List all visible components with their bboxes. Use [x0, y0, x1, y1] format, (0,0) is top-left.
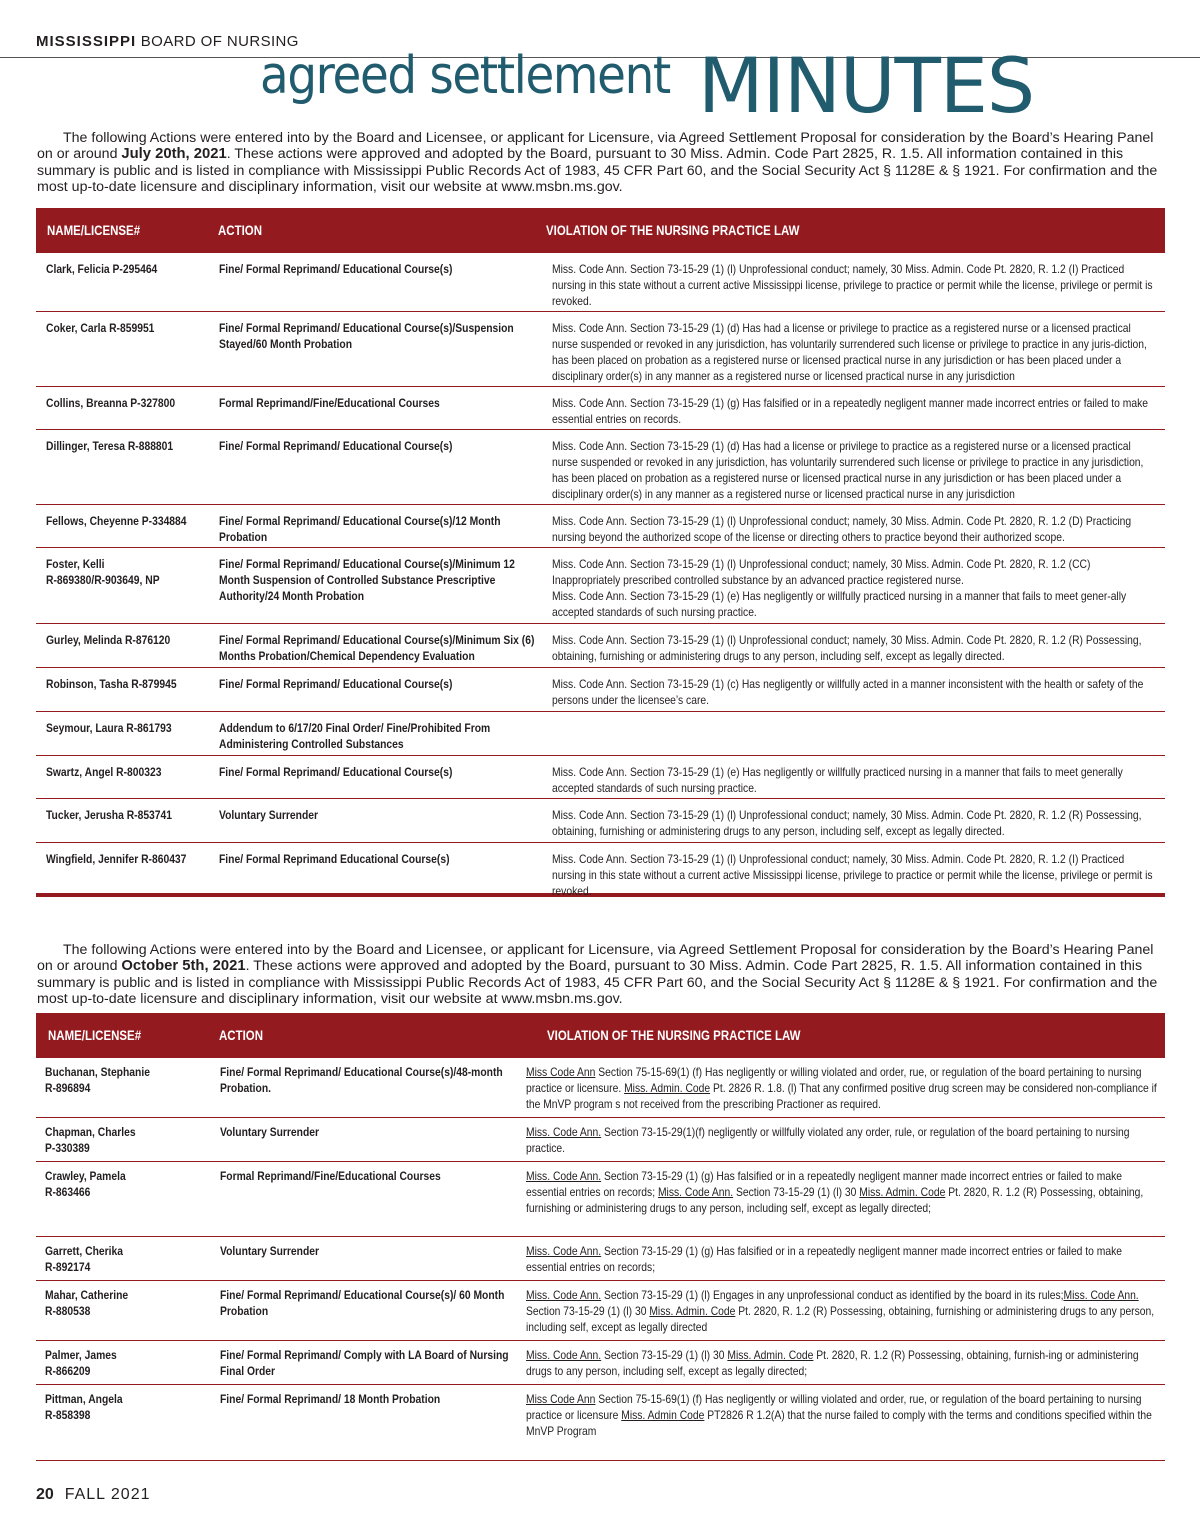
header-action: ACTION — [219, 1028, 263, 1043]
intro1-text-b: . These actions were approved and adopted by the Board, pursuant to 30 Miss. Admin. Code Part 2825, R. 1.5. All information contained in this summary is public and is listed in compliance with Mississippi Public Records Act of 1983, 45 CFR Part 60, and the Social Security Act § 1128E & § 1921. For confirmation and the most up-to-date licensure and disciplinary information, visit our website at www.msbn.ms.gov. — [37, 146, 1158, 195]
licensee-name: Pittman, Angela R-858398 — [45, 1392, 123, 1422]
intro2-text-a: The following Actions were entered into by the Board and Licensee, or applicant for Licensure, via Agreed Settlement Proposal for consideration by the Board’s Hearing Panel on or around — [37, 942, 1154, 975]
header-name: NAME/LICENSE# — [47, 223, 141, 238]
table-row — [36, 799, 1165, 843]
licensee-name: Buchanan, Stephanie R-896894 — [45, 1065, 150, 1095]
violation-text: Miss. Code Ann. Section 73-15-29 (1) (l) Unprofessional conduct; namely, 30 Miss. Admin. Code Pt. 2820, R. 1.2 (R) Possessing, obtaining, furnishing or administering drugs to any person, including self, except as legally directed. — [552, 633, 1142, 663]
violation-text: Miss. Code Ann. Section 73-15-29 (1) (c) Has negligently or willfully acted in a manner inconsistent with the health or safety of the persons under the licensee’s care. — [552, 677, 1144, 707]
violation-text: Miss. Code Ann. Section 73-15-29 (1) (l) Unprofessional conduct; namely, 30 Miss. Admin. Code Pt. 2820, R. 1.2 (CC) Inappropriately prescribed controlled substance by an advanced practice registered nurse. Miss. Code Ann. Section 73-15-29 (1) (e) Has negligently or willfully practiced nursing in a manner that fails to meet gener-ally accepted standards of such nursing practice. — [552, 557, 1127, 619]
violation-text: Miss. Code Ann. Section 73-15-29 (1) (e) Has negligently or willfully practiced nursing in a manner that fails to meet generally accepted standards of such nursing practice. — [552, 765, 1123, 795]
action-text: Fine/ Formal Reprimand Educational Course(s) — [219, 852, 450, 866]
header-name: NAME/LICENSE# — [48, 1028, 142, 1043]
masthead-state: MISSISSIPPI — [36, 33, 137, 50]
violation-text: Miss. Code Ann. Section 73-15-29 (1) (d) Has had a license or privilege to practice as a registered nurse or a licensed practical nurse suspended or revoked in any jurisdiction, has voluntarily surrendered such license or privilege to practice in any jurisdiction, has been placed on probation as a registered nurse or licensed practical nurse in any jurisdiction or has been placed under a disciplinary order(s) in any manner as a registered nurse or licensed practical nurse in any jurisdiction — [552, 439, 1144, 501]
licensee-name: Mahar, Catherine R-880538 — [45, 1288, 129, 1318]
action-text: Fine/ Formal Reprimand/ Educational Course(s) — [219, 262, 453, 276]
licensee-name: Coker, Carla R-859951 — [46, 321, 155, 335]
action-text: Fine/ Formal Reprimand/ Educational Course(s) — [219, 439, 453, 453]
table-row — [36, 253, 1165, 312]
intro2-text-b: . These actions were approved and adopted by the Board, pursuant to 30 Miss. Admin. Code Part 2825, R. 1.5. All information contained in this summary is public and is listed in compliance with Mississippi Public Records Act of 1983, 45 CFR Part 60, and the Social Security Act § 1128E & § 1921. For confirmation and the most up-to-date licensure and disciplinary information, visit our website at www.msbn.ms.gov. — [37, 958, 1158, 1007]
violation-text: Miss. Code Ann. Section 73-15-29 (1) (l) Engages in any unprofessional conduct as identified by the board in its rules;Miss. Code Ann. Section 73-15-29 (1) (l) 30 Miss. Admin. Code Pt. 2820, R. 1.2 (R) Possessing, obtaining, furnishing or administering drugs to any person, including self, except as legally directed — [526, 1288, 1155, 1334]
violation-text: Miss Code Ann Section 75-15-69(1) (f) Has negligently or willing violated and order, rue, or regulation of the board pertaining to nursing practice or licensure. Miss. Admin. Code Pt. 2826 R. 1.8. (l) That any confirmed positive drug screen may be considered non-compliance if the MnVP program s not received from the prescribing Practioner as required. — [526, 1065, 1157, 1111]
violation-text: Miss. Code Ann. Section 73-15-29 (1) (l) Unprofessional conduct; namely, 30 Miss. Admin. Code Pt. 2820, R. 1.2 (D) Practicing nursing beyond the authorized scope of the license or directing others to practice beyond their authorized scope. — [552, 514, 1132, 544]
table-row — [36, 843, 1165, 898]
intro-section2 — [37, 942, 1165, 1007]
licensee-name: Palmer, James R-866209 — [45, 1348, 117, 1378]
action-text: Fine/ Formal Reprimand/ Educational Course(s)/Minimum 12 Month Suspension of Controlled Substance Prescriptive Authority/24 Month Probation — [219, 557, 515, 603]
violation-text: Miss. Code Ann. Section 73-15-29(1)(f) negligently or willfully violated any order, rule, or regulation of the board pertaining to nursing practice. — [526, 1125, 1130, 1155]
header-violation: VIOLATION OF THE NURSING PRACTICE LAW — [546, 223, 800, 238]
licensee-name: Foster, Kelli R-869380/R-903649, NP — [46, 557, 160, 587]
table-header — [36, 1013, 1165, 1058]
action-text: Voluntary Surrender — [220, 1244, 320, 1258]
masthead-org: BOARD OF NURSING — [136, 33, 299, 50]
violation-text: Miss Code Ann Section 75-15-69(1) (f) Has negligently or willing violated and order, rue, or regulation of the board pertaining to nursing practice or licensure Miss. Admin Code PT2826 R 1.2(A) that the nurse failed to comply with the terms and conditions specified within the MnVP Program — [526, 1392, 1152, 1438]
action-text: Fine/ Formal Reprimand/ 18 Month Probation — [220, 1392, 441, 1406]
table-row — [36, 312, 1165, 387]
licensee-name: Dillinger, Teresa R-888801 — [46, 439, 174, 453]
table-row — [36, 1058, 1165, 1118]
licensee-name: Wingfield, Jennifer R-860437 — [46, 852, 187, 866]
issue-label: FALL 2021 — [64, 1486, 151, 1503]
licensee-name: Tucker, Jerusha R-853741 — [46, 808, 173, 822]
table-row — [36, 1281, 1165, 1341]
title-small: agreed settlement — [260, 46, 670, 106]
licensee-name: Crawley, Pamela R-863466 — [45, 1169, 126, 1199]
action-text: Fine/ Formal Reprimand/ Educational Course(s)/48-month Probation. — [220, 1065, 503, 1095]
violation-text: Miss. Code Ann. Section 73-15-29 (1) (g) Has falsified or in a repeatedly negligent manner made incorrect entries or failed to make essential entries on records; — [526, 1244, 1123, 1274]
title-big: MINUTES — [698, 41, 1035, 130]
violation-text: Miss. Code Ann. Section 73-15-29 (1) (l) Unprofessional conduct; namely, 30 Miss. Admin. Code Pt. 2820, R. 1.2 (R) Possessing, obtaining, furnishing or administering drugs to any person, including self, except as legally directed. — [552, 808, 1142, 838]
table-row — [36, 712, 1165, 756]
licensee-name: Gurley, Melinda R-876120 — [46, 633, 171, 647]
action-text: Formal Reprimand/Fine/Educational Courses — [219, 396, 440, 410]
header-violation: VIOLATION OF THE NURSING PRACTICE LAW — [547, 1028, 801, 1043]
table-body — [36, 1058, 1165, 1461]
table-row — [36, 624, 1165, 668]
violation-text: Miss. Code Ann. Section 73-15-29 (1) (d) Has had a license or privilege to practice as a registered nurse or a licensed practical nurse suspended or revoked in any jurisdiction, has voluntarily surrendered such license or privilege to practice in any juris-diction, has been placed on probation as a registered nurse or licensed practical nurse in any jurisdiction or has been placed under a disciplinary order(s) in any manner as a registered nurse or licensed practical nurse in any jurisdiction — [552, 321, 1147, 383]
table-row — [36, 430, 1165, 505]
violation-text: Miss. Code Ann. Section 73-15-29 (1) (l) 30 Miss. Admin. Code Pt. 2820, R. 1.2 (R) Possessing, obtaining, furnish-ing or administering drugs to any person, including self, except as legally directed; — [526, 1348, 1139, 1378]
action-text: Fine/ Formal Reprimand/ Educational Course(s)/ 60 Month Probation — [220, 1288, 505, 1318]
action-text: Fine/ Formal Reprimand/ Comply with LA Board of Nursing Final Order — [220, 1348, 509, 1378]
licensee-name: Collins, Breanna P-327800 — [46, 396, 176, 410]
table-row — [36, 387, 1165, 430]
action-text: Formal Reprimand/Fine/Educational Courses — [220, 1169, 441, 1183]
table-row — [36, 668, 1165, 712]
table-row — [36, 756, 1165, 799]
action-text: Fine/ Formal Reprimand/ Educational Course(s)/12 Month Probation — [219, 514, 501, 544]
licensee-name: Fellows, Cheyenne P-334884 — [46, 514, 187, 528]
licensee-name: Clark, Felicia P-295464 — [46, 262, 158, 276]
violation-text: Miss. Code Ann. Section 73-15-29 (1) (l) Unprofessional conduct; namely, 30 Miss. Admin. Code Pt. 2820, R. 1.2 (I) Practiced nursing in this state without a current active Mississippi license, privilege to practice or permit while the license, privilege or permit is revoked. — [552, 262, 1153, 308]
violation-text: Miss. Code Ann. Section 73-15-29 (1) (g) Has falsified or in a repeatedly negligent manner made incorrect entries or failed to make essential entries on records. — [552, 396, 1149, 426]
table-header — [36, 208, 1165, 253]
action-text: Voluntary Surrender — [219, 808, 319, 822]
licensee-name: Chapman, Charles P-330389 — [45, 1125, 136, 1155]
licensee-name: Garrett, Cherika R-892174 — [45, 1244, 124, 1274]
action-text: Voluntary Surrender — [220, 1125, 320, 1139]
table-row — [36, 505, 1165, 548]
minutes-table-october — [36, 1013, 1165, 1461]
action-text: Fine/ Formal Reprimand/ Educational Course(s)/Minimum Six (6) Months Probation/Chemical Dependency Evaluation — [219, 633, 535, 663]
violation-text: Miss. Code Ann. Section 73-15-29 (1) (l) Unprofessional conduct; namely, 30 Miss. Admin. Code Pt. 2820, R. 1.2 (I) Practiced nursing in this state without a current active Mississippi license, privilege to practice or permit while the license, privilege or permit is revoked. — [552, 852, 1153, 898]
page-number: 20 — [36, 1486, 54, 1503]
table-row — [36, 1237, 1165, 1281]
action-text: Addendum to 6/17/20 Final Order/ Fine/Prohibited From Administering Controlled Substances — [219, 721, 491, 751]
header-action: ACTION — [218, 223, 262, 238]
intro2-date: October 5th, 2021 — [121, 958, 246, 975]
intro1-text-a: The following Actions were entered into by the Board and Licensee, or applicant for Licensure, via Agreed Settlement Proposal for consideration by the Board’s Hearing Panel on or around — [37, 130, 1154, 163]
table-row — [36, 1118, 1165, 1162]
licensee-name: Swartz, Angel R-800323 — [46, 765, 162, 779]
licensee-name: Robinson, Tasha R-879945 — [46, 677, 177, 691]
action-text: Fine/ Formal Reprimand/ Educational Course(s) — [219, 677, 453, 691]
table-body — [36, 253, 1165, 898]
page-footer — [36, 1486, 151, 1504]
action-text: Fine/ Formal Reprimand/ Educational Course(s)/Suspension Stayed/60 Month Probation — [219, 321, 514, 351]
violation-text: Miss. Code Ann. Section 73-15-29 (1) (g) Has falsified or in a repeatedly negligent manner made incorrect entries or failed to make essential entries on records; Miss. Code Ann. Section 73-15-29 (1) (l) 30 Miss. Admin. Code Pt. 2820, R. 1.2 (R) Possessing, obtaining, furnishing or administering drugs to any person, including self, except as legally directed; — [526, 1169, 1144, 1215]
intro-section1 — [37, 130, 1165, 195]
table-row — [36, 1341, 1165, 1385]
table-row — [36, 1162, 1165, 1237]
page-title — [260, 41, 1035, 130]
table-row — [36, 1385, 1165, 1461]
table-row — [36, 548, 1165, 624]
intro1-date: July 20th, 2021 — [121, 146, 227, 163]
minutes-table-july — [36, 208, 1165, 897]
licensee-name: Seymour, Laura R-861793 — [46, 721, 172, 735]
action-text: Fine/ Formal Reprimand/ Educational Course(s) — [219, 765, 453, 779]
